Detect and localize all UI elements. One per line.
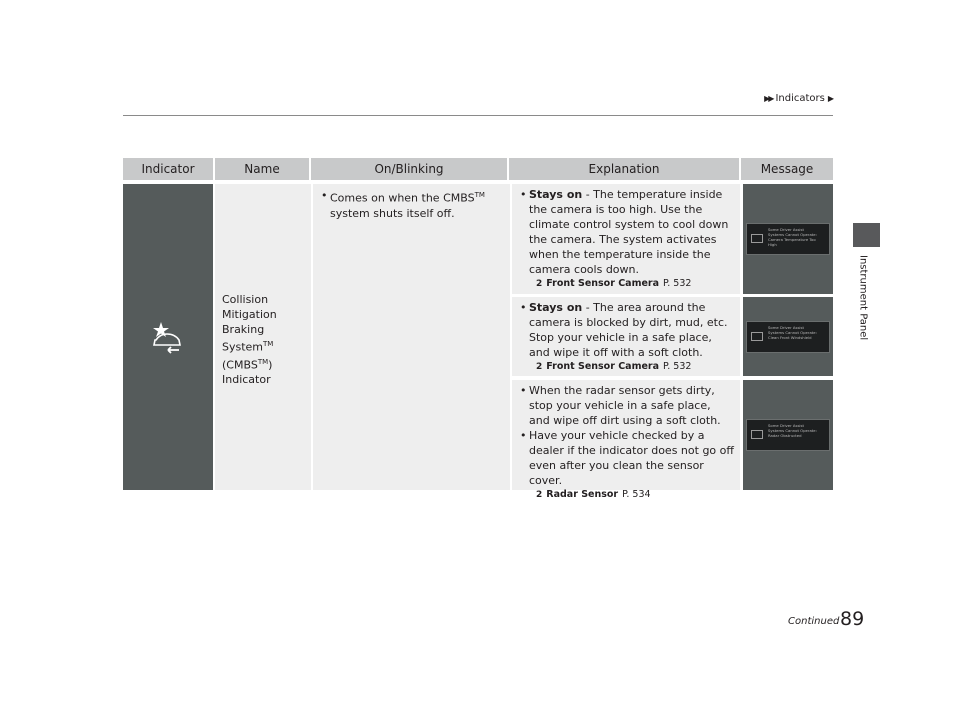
- list-item: • Stays on - The temperature inside the camera is too high. Use the climate control system to cool down the camera. The system activates when the temperature inside the camera cools down.: [520, 188, 729, 276]
- page-reference-link[interactable]: 2 Front Sensor Camera P. 532: [536, 278, 692, 289]
- table-body: [123, 184, 833, 500]
- list-item: • Have your vehicle checked by a dealer if the indicator does not go off even after you clean the sensor cover.: [520, 429, 734, 487]
- side-tab-marker: [853, 223, 880, 247]
- header-message: Message: [760, 162, 814, 176]
- name-line: Collision: [222, 293, 269, 306]
- name-line: Mitigation: [222, 308, 277, 321]
- page-reference-link[interactable]: 2 Radar Sensor P. 534: [536, 489, 651, 500]
- message-text: Some Driver Assist Systems Cannot Operate: Radar Obstructed: [768, 423, 817, 438]
- on-blinking-cell: [313, 184, 510, 490]
- message-cell-2: [743, 297, 833, 376]
- message-text: Some Driver Assist Systems Cannot Operate: Clean Front Windshield: [768, 324, 817, 340]
- name-cell: [215, 184, 311, 490]
- double-chevron-icon: ▶▶: [764, 94, 773, 103]
- header-rule: [123, 115, 833, 116]
- message-cell-1: [743, 184, 833, 294]
- message-display: [746, 419, 830, 451]
- continued-label: Continued: [788, 616, 840, 627]
- page-number: 89: [840, 608, 865, 630]
- explanation-cell-2: [512, 297, 740, 376]
- header-explanation: Explanation: [509, 158, 741, 180]
- header-name: Name: [215, 158, 311, 180]
- explanation-cell-3: [512, 380, 740, 500]
- message-cell-3: [743, 380, 833, 490]
- header-indicator: Indicator: [123, 158, 215, 180]
- radar-icon: [751, 430, 763, 439]
- cmbs-warning-icon: [151, 320, 185, 354]
- side-tab-label: Instrument Panel: [857, 255, 869, 341]
- message-display: [746, 321, 830, 353]
- camera-icon: [751, 332, 763, 341]
- breadcrumb-label: Indicators: [775, 93, 825, 104]
- header-on-blinking: On/Blinking: [311, 158, 509, 180]
- message-display: [746, 223, 830, 255]
- indicator-cell: [123, 184, 213, 490]
- name-line: Braking: [222, 323, 265, 336]
- list-item: • When the radar sensor gets dirty, stop your vehicle in a safe place, and wipe off dirt using a soft cloth.: [520, 384, 721, 427]
- camera-icon: [751, 234, 763, 243]
- breadcrumb: [764, 93, 832, 104]
- list-item: • Comes on when the CMBS™ system shuts itself off.: [321, 189, 485, 220]
- page-reference-link[interactable]: 2 Front Sensor Camera P. 532: [536, 361, 692, 372]
- table-header-row: [123, 158, 833, 180]
- indicator-table: [123, 158, 833, 500]
- chevron-icon: ▶: [827, 94, 832, 103]
- explanation-cell-1: [512, 184, 740, 294]
- name-line: Indicator: [222, 373, 271, 387]
- message-text: Some Driver Assist Systems Cannot Operate: Camera Temperature Too High: [768, 227, 817, 247]
- name-line: (CMBS™): [222, 357, 273, 372]
- name-line: System™: [222, 340, 274, 354]
- list-item: • Stays on - The area around the camera is blocked by dirt, mud, etc. Stop your vehicle in a safe place, and wipe it off with a soft cloth.: [520, 301, 728, 359]
